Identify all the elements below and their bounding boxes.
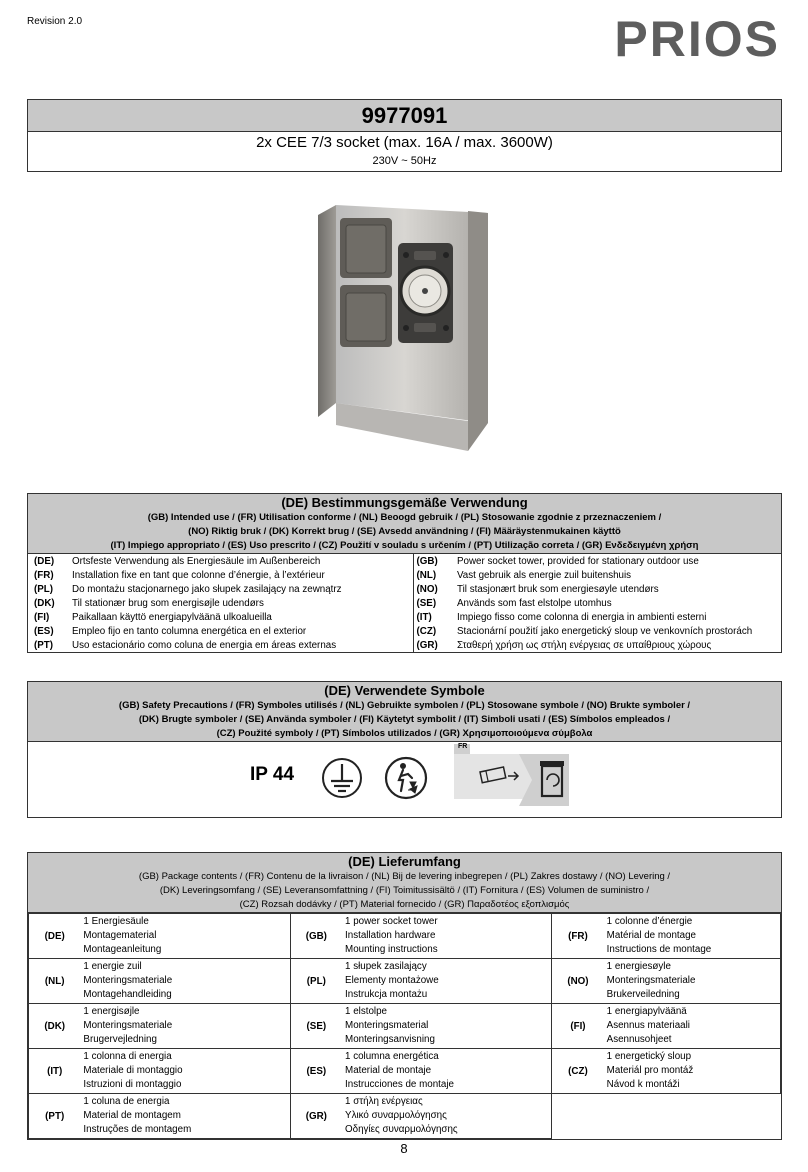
package-line: Instructions de montage [606, 944, 712, 955]
package-line: Asennusohjeet [606, 1034, 672, 1045]
intended-use-row [28, 610, 781, 624]
package-line: Instruções de montagem [83, 1124, 192, 1135]
package-line: 1 colonna di energia [83, 1051, 172, 1062]
package-line: Instrucciones de montaje [345, 1079, 454, 1090]
package-header [28, 853, 781, 913]
product-image [318, 203, 493, 458]
language-code: (FI) [552, 1004, 604, 1049]
package-line: 1 coluna de energia [83, 1096, 170, 1107]
symbols-heading: (DE) Verwendete Symbole [324, 683, 485, 698]
language-code: (PL) [290, 959, 342, 1004]
package-line: Monteringsmateriale [606, 975, 696, 986]
intended-use-text: Do montażu stacjonarnego jako słupek zasilający na zewnątrz [72, 583, 342, 595]
package-line: Materiale di montaggio [83, 1065, 183, 1076]
language-code: (DE) [34, 555, 55, 567]
package-empty-cell [552, 1094, 781, 1139]
package-row [29, 1094, 781, 1139]
language-code: (NL) [413, 568, 453, 582]
package-contents-text [80, 914, 290, 959]
revision-label: Revision 2.0 [27, 16, 83, 27]
package-row [29, 1004, 781, 1049]
product-voltage: 230V ~ 50Hz [372, 155, 437, 167]
intended-use-text: Används som fast elstolpe utomhus [457, 597, 612, 609]
language-code: (GR) [290, 1094, 342, 1139]
package-line: 1 Energiesäule [83, 916, 149, 927]
language-code: (PT) [29, 1094, 81, 1139]
symbols-header [28, 682, 781, 742]
language-code: (SE) [413, 596, 453, 610]
intended-use-row [28, 554, 781, 568]
package-line: Istruzioni di montaggio [83, 1079, 182, 1090]
intended-use-text: Impiego fisso come colonna di energia in ambienti esterni [457, 611, 707, 623]
package-line: Montagematerial [83, 930, 157, 941]
earth-ground-icon [321, 757, 363, 799]
package-line: Mounting instructions [345, 944, 438, 955]
language-code: (DK) [29, 1004, 81, 1049]
language-code: (GR) [413, 638, 453, 652]
package-subheading: (GB) Package contents / (FR) Contenu de la livraison / (NL) Bij de levering inbegrepen / (PL) Zakres dostawy / (NO) Levering / [138, 871, 671, 882]
intended-use-subheading: (GB) Intended use / (FR) Utilisation conforme / (NL) Beoogd gebruik / (PL) Stosowanie zgodnie z przeznaczeniem / [147, 512, 662, 523]
language-code: (FR) [552, 914, 604, 959]
package-line: 1 power socket tower [345, 916, 438, 927]
intended-use-text: Uso estacionário como coluna de energia em áreas externas [72, 639, 337, 651]
package-line: Material de montaje [345, 1065, 432, 1076]
product-description: 2x CEE 7/3 socket (max. 16A / max. 3600W) [256, 134, 553, 151]
package-contents-text [80, 1049, 290, 1094]
intended-use-text: Σταθερή χρήση ως στήλη ενέργειας σε υπαίθριους χώρους [457, 639, 712, 651]
package-line: Matérial de montage [606, 930, 696, 941]
ip-rating: IP 44 [250, 764, 295, 785]
language-code: (NO) [413, 582, 453, 596]
package-subheading: (CZ) Rozsah dodávky / (PT) Material fornecido / (GR) Παραδοτέος εξοπλισμός [239, 899, 570, 910]
page-number: 8 [400, 1141, 408, 1156]
package-line: Materiál pro montáž [606, 1065, 694, 1076]
package-line: Montagehandleiding [83, 989, 172, 1000]
package-line: Instrukcja montażu [345, 989, 428, 1000]
language-code: (PT) [34, 639, 54, 651]
symbols-body [28, 742, 781, 817]
package-line: Brukerveiledning [606, 989, 680, 1000]
intended-use-text: Ortsfeste Verwendung als Energiesäule im Außenbereich [72, 555, 321, 567]
package-contents-text [604, 914, 781, 959]
package-line: 1 energiapylväänä [606, 1006, 687, 1017]
language-code: (GB) [290, 914, 342, 959]
language-code: (DK) [34, 597, 55, 609]
package-line: Υλικό συναρμολόγησης [345, 1110, 447, 1121]
package-row [29, 1049, 781, 1094]
package-line: Monteringsmateriale [83, 975, 173, 986]
product-code: 9977091 [28, 100, 781, 132]
intended-use-text: Installation fixe en tant que colonne d’énergie, à l’extérieur [72, 569, 325, 581]
language-code: (ES) [290, 1049, 342, 1094]
package-line: 1 elstolpe [345, 1006, 387, 1017]
brand-logo: PRIOS [614, 11, 780, 67]
package-line: Monteringsmaterial [345, 1020, 429, 1031]
package-section [27, 852, 782, 1140]
intended-use-heading: (DE) Bestimmungsgemäße Verwendung [281, 495, 528, 510]
intended-use-section [27, 493, 782, 653]
intended-use-header [28, 494, 781, 554]
package-line: 1 energiesøyle [606, 961, 671, 972]
package-contents-text [80, 959, 290, 1004]
package-line: Montageanleitung [83, 944, 162, 955]
language-code: (IT) [29, 1049, 81, 1094]
language-code: (NL) [29, 959, 81, 1004]
intended-use-row [28, 568, 781, 582]
language-code: (SE) [290, 1004, 342, 1049]
intended-use-row [28, 624, 781, 638]
symbols-section [27, 681, 782, 818]
package-line: 1 στήλη ενέργειας [345, 1096, 423, 1107]
intended-use-subheading: (IT) Impiego appropriato / (ES) Uso prescrito / (CZ) Použití v souladu s určením / (PT) Utilização correta / (GR) Ενδεδειγμένη χρήση [110, 540, 699, 551]
package-line: 1 energie zuil [83, 961, 142, 972]
package-contents-text [604, 1004, 781, 1049]
intended-use-row [28, 596, 781, 610]
language-code: (FI) [34, 611, 50, 623]
package-line: 1 energisøjle [83, 1006, 140, 1017]
intended-use-subheading: (NO) Riktig bruk / (DK) Korrekt brug / (SE) Avsedd användning / (FI) Määräystenmukainen käyttö [188, 526, 621, 537]
package-line: Material de montagem [83, 1110, 181, 1121]
language-code: (DE) [29, 914, 81, 959]
intended-use-text: Til stationær brug som energisøjle udendørs [72, 597, 264, 609]
package-line: Asennus materiaali [606, 1020, 690, 1031]
package-line: Brugervejledning [83, 1034, 157, 1045]
package-contents-text [342, 959, 552, 1004]
intended-use-text: Vast gebruik als energie zuil buitenshuis [457, 569, 632, 581]
package-line: Installation hardware [345, 930, 436, 941]
package-contents-text [342, 1004, 552, 1049]
package-line: Monteringsmateriale [83, 1020, 173, 1031]
package-line: Elementy montażowe [345, 975, 439, 986]
package-line: Monteringsanvisning [345, 1034, 435, 1045]
intended-use-table [28, 554, 781, 652]
package-contents-text [80, 1094, 290, 1139]
intended-use-text: Power socket tower, provided for stationary outdoor use [457, 555, 699, 567]
recycle-person-icon [384, 756, 428, 800]
product-title-block [27, 99, 782, 172]
intended-use-text: Paikallaan käyttö energiapylväänä ulkoalueilla [72, 611, 272, 623]
intended-use-text: Til stasjonært bruk som energiesøyle utendørs [457, 583, 659, 595]
package-row [29, 914, 781, 959]
package-contents-text [342, 1094, 552, 1139]
symbols-subheading: (CZ) Použité symboly / (PT) Símbolos utilizados / (GR) Χρησιμοποιούμενα σύμβολα [216, 728, 593, 739]
language-code: (GB) [413, 554, 453, 568]
language-code: (CZ) [552, 1049, 604, 1094]
language-code: (NO) [552, 959, 604, 1004]
package-contents-text [604, 959, 781, 1004]
intended-use-row [28, 638, 781, 652]
language-code: (ES) [34, 625, 54, 637]
package-line: 1 columna energética [345, 1051, 439, 1062]
package-line: Návod k montáži [606, 1079, 680, 1090]
package-contents-text [604, 1049, 781, 1094]
intended-use-text: Empleo fijo en tanto columna energética en el exterior [72, 625, 307, 637]
symbols-subheading: (GB) Safety Precautions / (FR) Symboles utilisés / (NL) Gebruikte symbolen / (PL) Stosowane symbole / (NO) Brukte symboler / [118, 700, 691, 711]
package-heading: (DE) Lieferumfang [348, 854, 461, 869]
triman-recycling-icon [454, 744, 569, 812]
package-contents-text [342, 914, 552, 959]
intended-use-text: Stacionární použití jako energetický sloup ve venkovních prostorách [457, 625, 753, 637]
language-code: (IT) [413, 610, 453, 624]
package-subheading: (DK) Leveringsomfang / (SE) Leveransomfattning / (FI) Toimitussisältö / (IT) Fornitura / (ES) Volumen de suministro / [159, 885, 650, 896]
package-line: 1 słupek zasilający [345, 961, 427, 972]
package-row [29, 959, 781, 1004]
symbols-subheading: (DK) Brugte symboler / (SE) Använda symboler / (FI) Käytetyt symbolit / (IT) Simboli usati / (ES) Símbolos empleados / [138, 714, 671, 725]
package-line: 1 colonne d’énergie [606, 916, 693, 927]
intended-use-row [28, 582, 781, 596]
package-line: Οδηγίες συναρμολόγησης [345, 1124, 458, 1135]
language-code: (CZ) [413, 624, 453, 638]
language-code: (PL) [34, 583, 54, 595]
language-code: (FR) [34, 569, 54, 581]
package-table [28, 913, 781, 1139]
package-contents-text [80, 1004, 290, 1049]
package-line: 1 energetický sloup [606, 1051, 692, 1062]
package-contents-text [342, 1049, 552, 1094]
triman-fr-label: FR [458, 743, 468, 750]
